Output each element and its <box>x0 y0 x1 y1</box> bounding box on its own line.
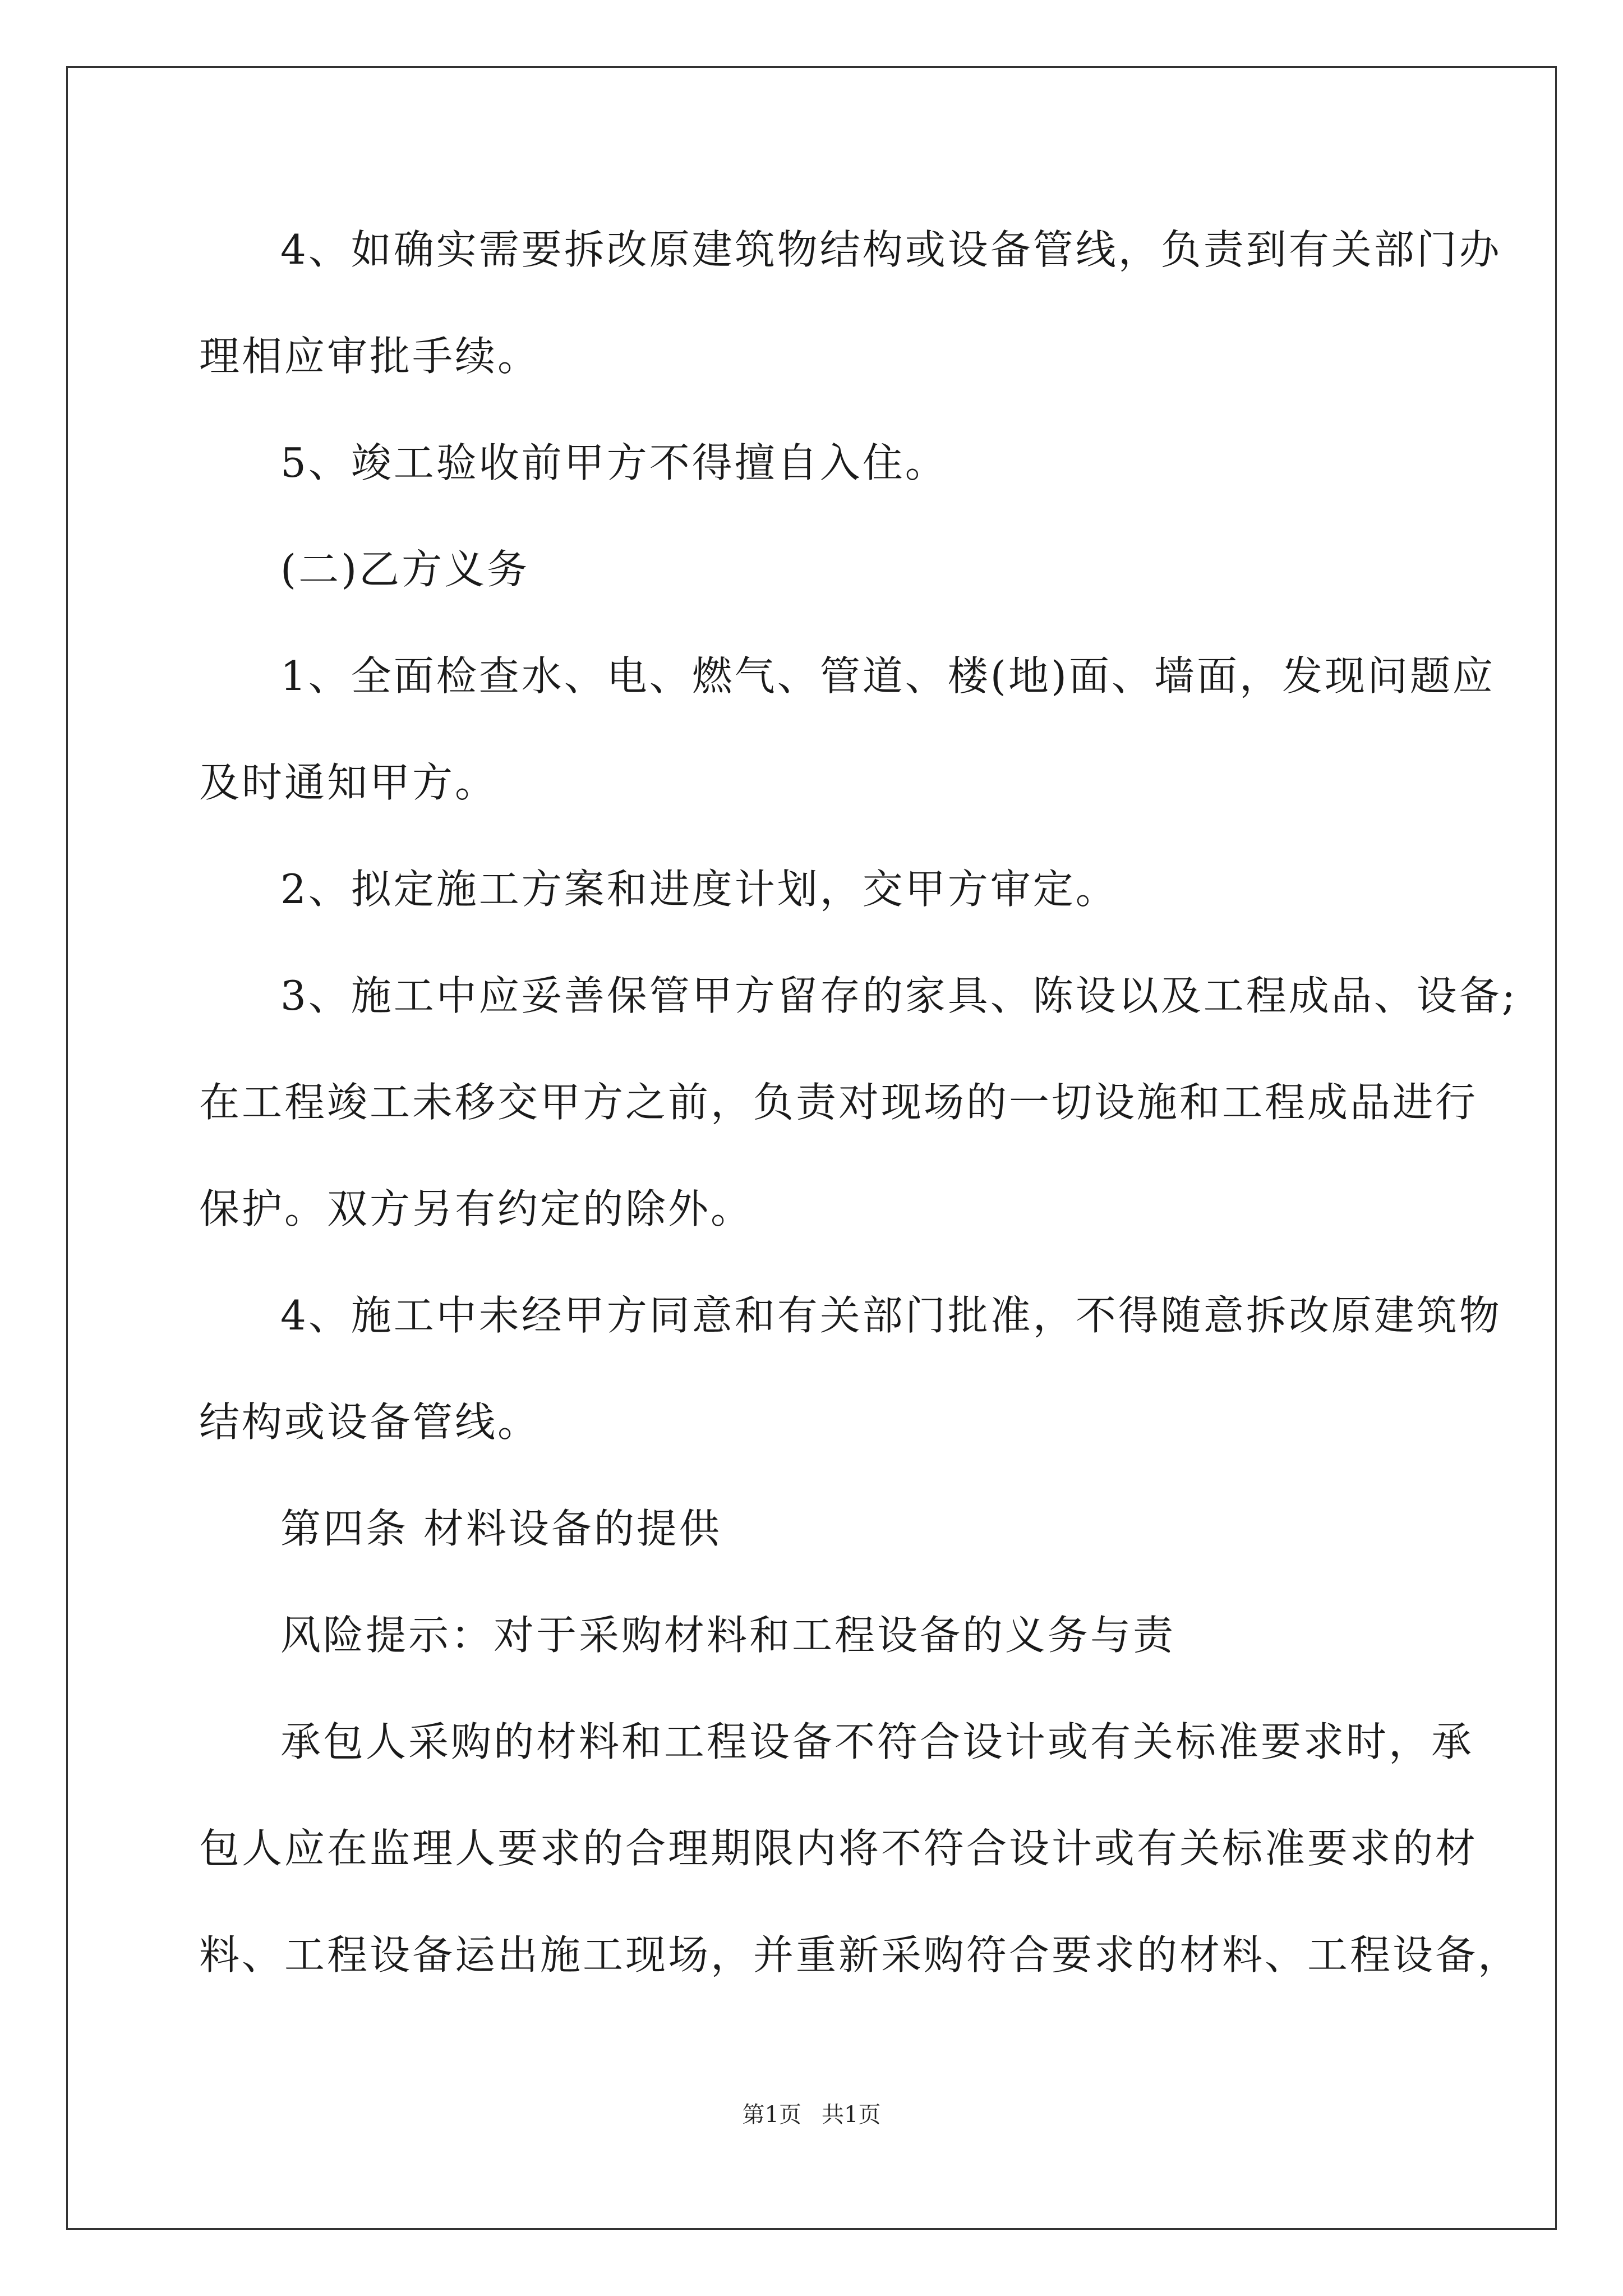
section-heading: (二)乙方义务 <box>280 546 530 593</box>
page-number-total: 共1页 <box>822 2102 881 2128</box>
paragraph-line: 3、施工中应妥善保管甲方留存的家具、陈设以及工程成品、设备; <box>280 972 1518 1019</box>
risk-note: 风险提示：对于采购材料和工程设备的义务与责 <box>280 1612 1176 1659</box>
paragraph-line: 4、如确实需要拆改原建筑物结构或设备管线，负责到有关部门办 <box>280 226 1502 273</box>
paragraph-line: 4、施工中未经甲方同意和有关部门批准，不得随意拆改原建筑物 <box>280 1292 1502 1339</box>
page-number-current: 第1页 <box>742 2102 801 2128</box>
paragraph-line: 在工程竣工未移交甲方之前，负责对现场的一切设施和工程成品进行 <box>199 1079 1478 1126</box>
paragraph-line: 及时通知甲方。 <box>199 759 498 806</box>
paragraph-line: 料、工程设备运出施工现场，并重新采购符合要求的材料、工程设备， <box>199 1931 1521 1978</box>
paragraph-line: 包人应在监理人要求的合理期限内将不符合设计或有关标准要求的材 <box>199 1825 1478 1872</box>
paragraph-line: 理相应审批手续。 <box>199 333 541 380</box>
paragraph-line: 2、拟定施工方案和进度计划，交甲方审定。 <box>280 866 1118 913</box>
paragraph-line: 承包人采购的材料和工程设备不符合设计或有关标准要求时，承 <box>280 1718 1474 1765</box>
paragraph-line: 5、竣工验收前甲方不得擅自入住。 <box>280 439 948 486</box>
article-heading: 第四条 材料设备的提供 <box>280 1505 722 1552</box>
page-border <box>66 66 1557 2230</box>
paragraph-line: 保护。双方另有约定的除外。 <box>199 1185 754 1232</box>
paragraph-line: 结构或设备管线。 <box>199 1398 541 1446</box>
paragraph-line: 1、全面检查水、电、燃气、管道、楼(地)面、墙面，发现问题应 <box>280 652 1495 700</box>
page-footer <box>0 2098 1623 2132</box>
